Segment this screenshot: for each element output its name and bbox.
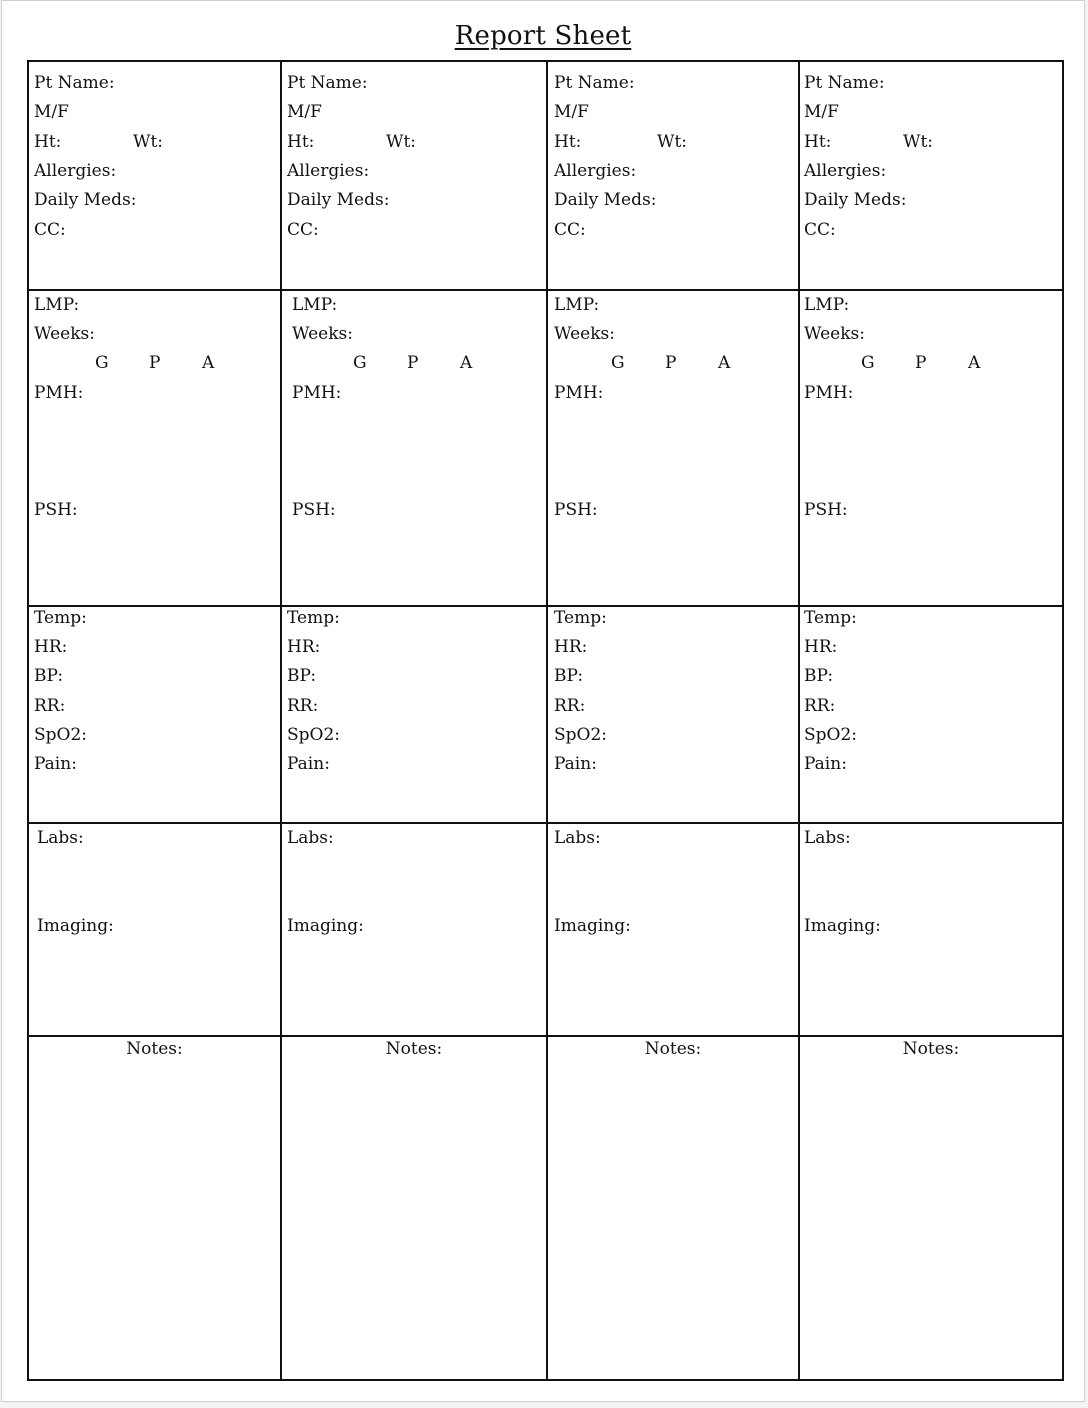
patient-info-cell-3 xyxy=(554,62,797,289)
bp-label: BP: xyxy=(287,666,317,686)
cc-label: CC: xyxy=(804,220,836,240)
daily-meds-label: Daily Meds: xyxy=(804,190,907,210)
vitals-cell-2 xyxy=(287,607,545,822)
temp-label: Temp: xyxy=(804,608,857,628)
pt-name-label: Pt Name: xyxy=(554,73,635,93)
pt-name-label: Pt Name: xyxy=(287,73,368,93)
lmp-label: LMP: xyxy=(554,295,600,315)
patient-info-cell-2 xyxy=(287,62,545,289)
hr-label: HR: xyxy=(554,637,588,657)
notes-cell-4 xyxy=(800,1037,1062,1381)
weight-label: Wt: xyxy=(903,132,934,152)
patient-info-cell-4 xyxy=(804,62,1062,289)
pt-name-label: Pt Name: xyxy=(804,73,885,93)
daily-meds-label: Daily Meds: xyxy=(287,190,390,210)
allergies-label: Allergies: xyxy=(554,161,637,181)
para-label: P xyxy=(665,353,677,373)
weeks-label: Weeks: xyxy=(34,324,95,344)
height-label: Ht: xyxy=(804,132,832,152)
rr-label: RR: xyxy=(287,696,319,716)
labs-cell-1 xyxy=(37,824,279,1035)
sex-label: M/F xyxy=(287,102,322,122)
pain-label: Pain: xyxy=(804,754,847,774)
cc-label: CC: xyxy=(554,220,586,240)
weeks-label: Weeks: xyxy=(554,324,615,344)
imaging-label: Imaging: xyxy=(554,916,631,936)
weight-label: Wt: xyxy=(386,132,417,152)
temp-label: Temp: xyxy=(34,608,87,628)
pmh-label: PMH: xyxy=(34,383,84,403)
gravida-label: G xyxy=(353,353,367,373)
spo2-label: SpO2: xyxy=(554,725,608,745)
daily-meds-label: Daily Meds: xyxy=(34,190,137,210)
imaging-label: Imaging: xyxy=(804,916,881,936)
sex-label: M/F xyxy=(554,102,589,122)
pmh-label: PMH: xyxy=(554,383,604,403)
labs-cell-2 xyxy=(287,824,545,1035)
notes-cell-1 xyxy=(29,1037,280,1381)
psh-label: PSH: xyxy=(804,500,848,520)
bp-label: BP: xyxy=(804,666,834,686)
abortus-label: A xyxy=(460,353,473,373)
abortus-label: A xyxy=(202,353,215,373)
gravida-label: G xyxy=(611,353,625,373)
para-label: P xyxy=(149,353,161,373)
notes-label: Notes: xyxy=(644,1039,702,1059)
rr-label: RR: xyxy=(804,696,836,716)
history-cell-3 xyxy=(554,291,797,605)
height-label: Ht: xyxy=(554,132,582,152)
notes-label: Notes: xyxy=(126,1039,183,1059)
sex-label: M/F xyxy=(804,102,839,122)
pmh-label: PMH: xyxy=(804,383,854,403)
para-label: P xyxy=(915,353,927,373)
labs-cell-4 xyxy=(804,824,1062,1035)
lmp-label: LMP: xyxy=(804,295,850,315)
psh-label: PSH: xyxy=(34,500,78,520)
daily-meds-label: Daily Meds: xyxy=(554,190,657,210)
spo2-label: SpO2: xyxy=(287,725,341,745)
cc-label: CC: xyxy=(287,220,319,240)
sex-label: M/F xyxy=(34,102,69,122)
weight-label: Wt: xyxy=(133,132,164,152)
bp-label: BP: xyxy=(554,666,584,686)
patient-info-cell-1 xyxy=(34,62,279,289)
pt-name-label: Pt Name: xyxy=(34,73,115,93)
pain-label: Pain: xyxy=(554,754,597,774)
vitals-cell-3 xyxy=(554,607,797,822)
para-label: P xyxy=(407,353,419,373)
gravida-label: G xyxy=(95,353,109,373)
pmh-label: PMH: xyxy=(292,383,342,403)
history-cell-2 xyxy=(292,291,545,605)
page-title: Report Sheet xyxy=(454,21,632,51)
history-cell-4 xyxy=(804,291,1062,605)
imaging-label: Imaging: xyxy=(37,916,114,936)
allergies-label: Allergies: xyxy=(804,161,887,181)
hr-label: HR: xyxy=(287,637,321,657)
bp-label: BP: xyxy=(34,666,64,686)
labs-label: Labs: xyxy=(37,828,84,848)
notes-cell-3 xyxy=(548,1037,798,1381)
abortus-label: A xyxy=(968,353,981,373)
psh-label: PSH: xyxy=(292,500,336,520)
hr-label: HR: xyxy=(804,637,838,657)
rr-label: RR: xyxy=(554,696,586,716)
labs-label: Labs: xyxy=(804,828,851,848)
weeks-label: Weeks: xyxy=(804,324,865,344)
labs-label: Labs: xyxy=(287,828,334,848)
notes-label: Notes: xyxy=(385,1039,443,1059)
lmp-label: LMP: xyxy=(34,295,80,315)
allergies-label: Allergies: xyxy=(34,161,117,181)
spo2-label: SpO2: xyxy=(34,725,88,745)
cc-label: CC: xyxy=(34,220,66,240)
psh-label: PSH: xyxy=(554,500,598,520)
spo2-label: SpO2: xyxy=(804,725,858,745)
height-label: Ht: xyxy=(34,132,62,152)
pain-label: Pain: xyxy=(287,754,330,774)
vitals-cell-4 xyxy=(804,607,1062,822)
history-cell-1 xyxy=(34,291,279,605)
gravida-label: G xyxy=(861,353,875,373)
temp-label: Temp: xyxy=(287,608,340,628)
lmp-label: LMP: xyxy=(292,295,338,315)
rr-label: RR: xyxy=(34,696,66,716)
labs-cell-3 xyxy=(554,824,797,1035)
hr-label: HR: xyxy=(34,637,68,657)
report-sheet-page xyxy=(1,0,1085,1402)
weeks-label: Weeks: xyxy=(292,324,353,344)
temp-label: Temp: xyxy=(554,608,607,628)
weight-label: Wt: xyxy=(657,132,688,152)
labs-label: Labs: xyxy=(554,828,601,848)
notes-cell-2 xyxy=(282,1037,546,1381)
allergies-label: Allergies: xyxy=(287,161,370,181)
abortus-label: A xyxy=(718,353,731,373)
vitals-cell-1 xyxy=(34,607,279,822)
report-grid xyxy=(27,60,1064,1381)
notes-label: Notes: xyxy=(902,1039,960,1059)
pain-label: Pain: xyxy=(34,754,77,774)
height-label: Ht: xyxy=(287,132,315,152)
imaging-label: Imaging: xyxy=(287,916,364,936)
